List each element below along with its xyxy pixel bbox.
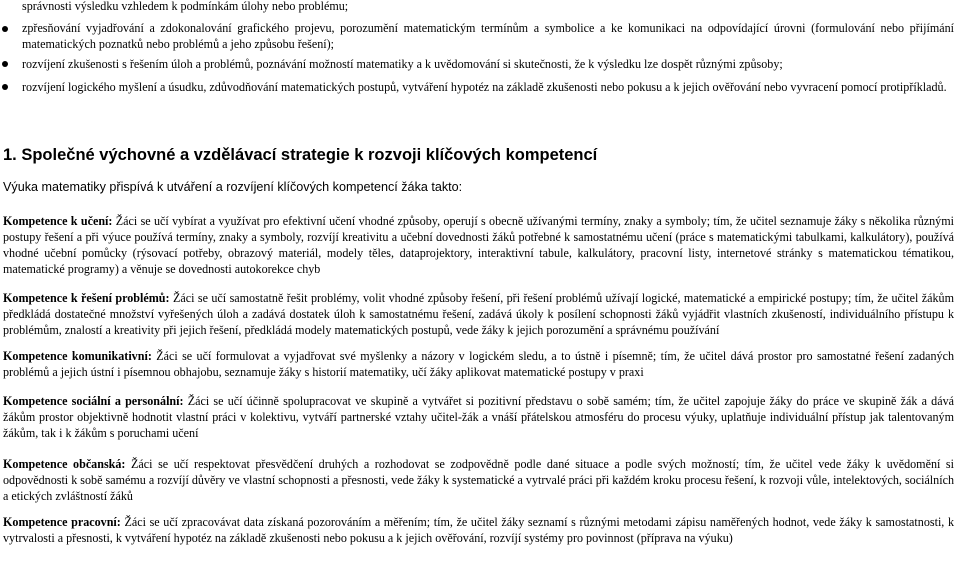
competency-text: Žáci se učí formulovat a vyjadřovat své myšlenky a názory v logickém sledu, a to ústně i písemně; tím, že učitel dává prostor pro samostatné řešení zadaných problémů a jejich ústní i písemnou obhajobu, seznamuje žáky s historií matematiky, učí žáky aplikovat matematické postupy v praxi: [3, 349, 954, 379]
competency-paragraph: [3, 456, 954, 504]
bullet-icon: [2, 26, 8, 32]
competency-text: Žáci se učí vybírat a využívat pro efektivní učení vhodné způsoby, operují s obecně užívanými termíny, znaky a symboly; tím, že učitel seznamuje žáky s několika různými postupy řešení a při výuce používá termíny, znaky a symboly, rozvíjí kreativitu a učební dovednosti žáků potřebné k samostatnému učení (práce s matematickými tabulkami, kalkulátory), používá vhodné učební pomůcky (rýsovací potřeby, obrazový materiál, modely těles, dataprojektory, interaktivní tabule, kalkulátory, pracovní listy, internetové stránky s matematickou tématikou, matematické programy) a věnuje se dovednosti autokorekce chyb: [3, 214, 954, 276]
bullet-icon: [2, 84, 8, 90]
top-line: správnosti výsledku vzhledem k podmínkám úlohy nebo problému;: [22, 0, 349, 13]
bullet-text: rozvíjení zkušenosti s řešením úloh a problémů, poznávání možností matematiky a k uvědomování si skutečnosti, že k výsledku lze dospět různými způsoby;: [22, 57, 783, 71]
competency-text: Žáci se učí respektovat přesvědčení druhých a rozhodovat se zodpovědně podle dané situace a podle svých možností; tím, že učitel vede žáky k uvědomění si odpovědnosti k sobě samému a rozvíjí důvěry ve vlastní schopnosti a přesnosti, vede žáky k systematické a vytrvalé práci při každém kroku procesu řešení, k rozvoji vůle, intelektových, sociálních a etických zvláštností žáků: [3, 457, 954, 503]
competency-paragraph: [3, 514, 954, 546]
competency-title: Kompetence k učení:: [3, 214, 113, 228]
competency-title: Kompetence sociální a personální:: [3, 394, 184, 408]
competency-paragraph: [3, 393, 954, 441]
competency-title: Kompetence občanská:: [3, 457, 126, 471]
competency-paragraph: [3, 348, 954, 380]
competency-title: Kompetence komunikativní:: [3, 349, 152, 363]
competency-title: Kompetence pracovní:: [3, 515, 121, 529]
bullet-text: rozvíjení logického myšlení a úsudku, zdůvodňování matematických postupů, vytváření hypotéz na základě zkušenosti nebo pokusu a k jejich ověřování nebo vyvracení pomocí protipříkladů.: [22, 80, 947, 94]
competency-text: Žáci se učí samostatně řešit problémy, volit vhodné způsoby řešení, při řešení problémů užívají logické, matematické a empirické postupy; tím, že učitel žákům předkládá dostatečné množství vyřešených úloh a zadává dostatek úloh k samostatnému řešení, zadává úkoly k posílení schopnosti žáků vyjádřit vlastních zkušeností, individuálního přístupu k problémům, znalostí a kreativity při jejich řešení, předkládá modely matematických postupů, vede žáky k jejich porozumění a správnému používání: [3, 291, 954, 337]
intro-text: Výuka matematiky přispívá k utváření a rozvíjení klíčových kompetencí žáka takto:: [3, 180, 463, 194]
competency-text: Žáci se učí účinně spolupracovat ve skupině a vytvářet si pozitivní představu o sobě samém; tím, že učitel zapojuje žáky do práce ve skupině žák a dává žákům prostor objektivně hodnotit vlastní práci v kolektivu, vytváří partnerské vztahy učitel-žák a vnáší přátelskou atmosféru do procesu výuky, uplatňuje individuální přístup jak talentovaným žákům, tak i k žákům s poruchami učení: [3, 394, 954, 440]
bullet-icon: [2, 61, 8, 67]
competency-paragraph: [3, 290, 954, 338]
competency-paragraph: [3, 213, 954, 277]
bullet-text: zpřesňování vyjadřování a zdokonalování grafického projevu, porozumění matematickým termínům a symbolice a ke komunikaci na odpovídající úrovni (formulování nebo přijímání matematických poznatků nebo problémů a jeho způsobu řešení);: [22, 21, 954, 51]
competency-text: Žáci se učí zpracovávat data získaná pozorováním a měřením; tím, že učitel žáky seznamí s různými metodami zápisu naměřených hodnot, vede žáky k samostatnosti, k vytrvalosti a přesnosti, k vytváření hypotéz na základě zkušenosti nebo pokusu a k jejich ověřování, rozvíjí systémy pro povinnost (příprava na výuku): [3, 515, 955, 545]
section-heading: 1. Společné výchovné a vzdělávací strategie k rozvoji klíčových kompetencí: [3, 146, 598, 164]
competency-title: Kompetence k řešení problémů:: [3, 291, 170, 305]
